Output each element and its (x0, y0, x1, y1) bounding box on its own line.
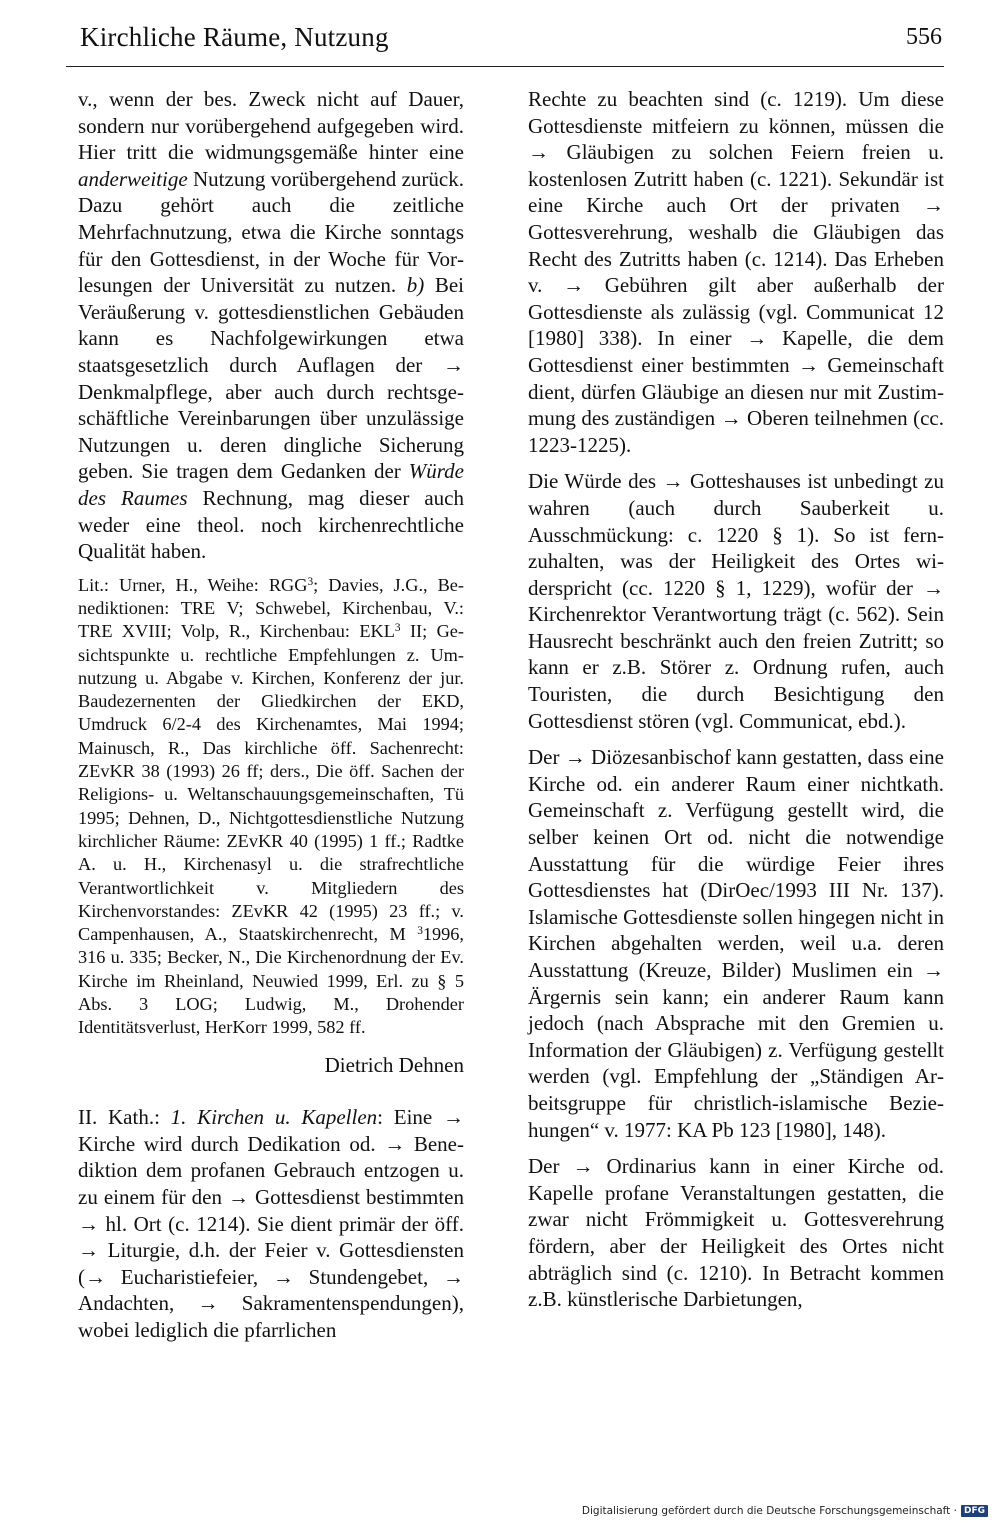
text-run: Lit.: Urner, H., Weihe: RGG (78, 574, 308, 595)
text-run: Bei Veräußerung v. gottesdienstlichen Gebäuden kann es Nachfolgewirkungen etwa staatsgesetzlich durch Auflagen der → Denkmalpflege, aber auch durch rechtsgeschäftliche Vereinbarungen über unzulässige Nutzungen u. deren dingliche Sicherung geben. Sie tragen dem Gedanken der (78, 273, 464, 484)
text-run: ; Davies, J.G., Benediktionen: TRE V; Schwebel, Kirchenbau, V.: TRE XVIII; Volp, R., Kirchenbau: EKL (78, 574, 464, 642)
page-header (66, 22, 942, 62)
italic-heading: 1. Kirchen u. Kapellen (170, 1105, 378, 1130)
text-run: 1996, 316 u. 335; Becker, N., Die Kirchenordnung der Ev. Kirche im Rheinland, Neuwied 1999, Erl. zu § 5 Abs. 3 LOG; Ludwig, M., Drohender Identitätsverlust, HerKorr 1999, 582 ff. (78, 924, 464, 1038)
text-run: Nutzung vorübergehend zurück. Dazu gehört auch die zeitliche Mehrfachnutzung, etwa die Kirche sonntags für den Gottesdienst, in der Woche für Vorlesungen der Universität zu nutzen. (78, 166, 464, 298)
italic-text: b) (406, 273, 425, 298)
left-column (78, 86, 464, 1344)
author-signature: Dietrich Dehnen (324, 1052, 464, 1077)
text-run: : Eine → Kirche wird durch Dedikation od. → Benediktion dem profanen Gebrauch entzogen u. zu einem für den → Gottesdienst bestimmten → hl. Ort (c. 1214). Sie dient primär der öff. → Liturgie, d.h. der Feier v. Gottesdiensten (→ Eucharistiefeier, → Stundengebet, → Andachten, → Sakramentenspendungen), wobei lediglich die pfarrlichen (78, 1105, 464, 1342)
superscript: 3 (394, 622, 401, 635)
footer-text: Digitalisierung gefördert durch die Deutsche Forschungsgemeinschaft · (581, 1505, 957, 1517)
paragraph: Der → Diözesanbischof kann gestatten, dass eine Kirche od. ein anderer Raum einer nichtkath. Gemeinschaft z. Verfügung gestellt wird, die selber keinen Ort od. nicht die notwendige Ausstattung für die würdige Feier ihres Gottesdienstes hat (DirOec/1993 III Nr. 137). Islamische Gottesdienste sollen hingegen nicht in Kirchen abgehalten werden, weil u.a. deren Ausstattung (Kreuze, Bilder) Muslimen ein → Ärgernis sein kann; ein anderer Raum kann jedoch (nach Absprache mit den Gremien u. Information der Gläubigen) z. Verfügung gestellt werden (vgl. Empfehlung der „Ständigen Arbeitsgruppe für christlich-islamische Beziehungen“ v. 1977: KA Pb 123 [1980], 148). (528, 745, 944, 1142)
text-run: Rechnung, mag dieser auch weder eine theol. noch kirchenrechtliche Qualität haben. (78, 485, 464, 564)
dfg-logo: DFG (961, 1505, 988, 1517)
text-run: II. Kath.: (78, 1105, 171, 1130)
superscript: 3 (307, 575, 314, 588)
italic-text: anderweitige (78, 166, 188, 191)
page-number: 556 (906, 24, 942, 50)
literature-list (78, 574, 464, 1040)
paragraph: Die Würde des → Gotteshauses ist unbedingt zu wahren (auch durch Sauberkeit u. Ausschmückung: c. 1220 § 1). So ist fernzuhalten, was der Heiligkeit des Ortes widerspricht (cc. 1220 § 1, 1229), wofür der → Kirchenrektor Verantwortung trägt (c. 562). Sein Hausrecht beschränkt auch den freien Zutritt; so kann er z.B. Störer z. Ordnung rufen, auch Touristen, die durch Besichtigung den Gottesdienst stören (vgl. Communicat, ebd.). (528, 469, 944, 733)
paragraph (78, 86, 464, 565)
text-run: v., wenn der bes. Zweck nicht auf Dauer, sondern nur vorübergehend aufgegeben wird. Hier tritt die widmungsgemäße hinter eine (78, 87, 464, 165)
right-column (528, 86, 944, 1313)
paragraph: Rechte zu beachten sind (c. 1219). Um diese Gottesdienste mitfeiern zu können, müssen die → Gläubigen zu solchen Feiern freien u. kostenlosen Zutritt haben (c. 1221). Sekundär ist eine Kirche auch Ort der privaten → Gottesverehrung, weshalb die Gläubigen das Recht des Zutritts haben (c. 1214). Das Erheben v. → Gebühren gilt aber außerhalb der Gottesdienste als zulässig (vgl. Communicat 12 [1980] 338). In einer → Kapelle, die dem Gottesdienst einer bestimmten → Gemeinschaft dient, dürfen Gläubige an diesen nur mit Zustimmung des zuständigen → Oberen teilnehmen (cc. 1223-1225). (528, 87, 944, 457)
superscript: 3 (417, 924, 423, 937)
text-run: II; Gesichtspunkte u. rechtliche Empfehlungen z. Umnutzung u. Abgabe v. Kirchen, Konferenz der jur. Baudezernenten der Gliedkirchen der EKD, Umdruck 6/2-4 des Kirchenamtes, Mai 1994; Mainusch, R., Das kirchliche öff. Sachenrecht: ZEvKR 38 (1993) 26 ff; ders., Die öff. Sachen der Religions- u. Weltanschauungsgemeinschaften, Tü 1995; Dehnen, D., Nichtgottesdienstliche Nutzung kirchlicher Räume: ZEvKR 40 (1995) 1 ff.; Radtke A. u. H., Kirchenasyl u. die strafrechtliche Verantwortlichkeit v. Mitgliedern des Kirchenvorstandes: ZEvKR 42 (1995) 23 ff.; v. Campenhausen, A., Staatskirchenrecht, M (78, 621, 465, 945)
header-rule (66, 66, 944, 67)
digitization-footer (582, 1505, 988, 1517)
section-paragraph (78, 1104, 464, 1343)
paragraph: Der → Ordinarius kann in einer Kirche od. Kapelle profane Veranstaltungen gestatten, die zwar nicht Frömmigkeit u. Gottesverehrung fördern, aber der Heiligkeit des Ortes nicht abträglich sind (c. 1210). In Betracht kommen z.B. künstlerische Darbietungen, (528, 1154, 944, 1312)
running-title: Kirchliche Räume, Nutzung (80, 22, 389, 52)
italic-text: Würde des Raumes (78, 459, 464, 510)
